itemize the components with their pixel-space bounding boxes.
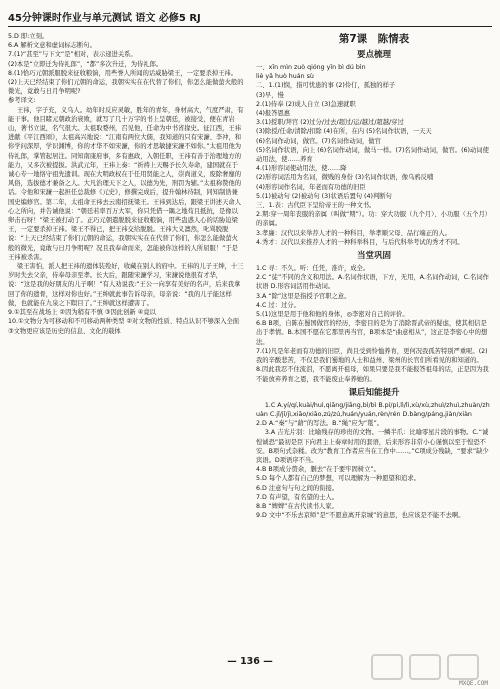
key-points-item: 二、1.(1)悯，指可忧患的事 (2)伶仃，孤独的样子 xyxy=(256,82,396,90)
after-class-item: 7.D 有声望，有名望的士人。 xyxy=(256,493,339,501)
after-class-item: 2.D A.“秦”与“藉”的写法。B.“绳”应为“鼍”。 xyxy=(256,420,384,428)
left-column xyxy=(8,32,246,645)
page-header xyxy=(8,6,492,27)
key-points-item: 4.秀才：汉代以来推荐人才的一种科举科目，与后代科举考试的秀才不同。 xyxy=(256,238,464,246)
after-class-item: 4.B B项成分赘余，删去“在于要牢固树立”。 xyxy=(256,466,380,474)
after-class-item: 3.A 吉光片羽：比喻残存的珍贵的文物。一鳞半爪：比喻零星片段的事物。C.“诚惶诚恐”最初是臣下向君主上奏章时用的套语，后来形容非常小心谨慎以至于惶恐不安。B项句式杂糅。改为“教育工作者应当在工作中……。”C项成分残缺，“要求”缺少宾语。D项语序不当。 xyxy=(256,429,489,464)
left-column-item: 6.A 解析文意和虚词标志断句。 xyxy=(8,42,96,50)
after-class-item: 6.D 注意句与句之间的衔接。 xyxy=(256,484,339,492)
left-column-item: 5.D 即:立刻。 xyxy=(8,33,49,40)
key-points-item: 一、xīn mìn zuò qióng yīn bì dú bìn xyxy=(256,64,366,71)
header-title: 45分钟课时作业与单元测试 语文 必修5 RJ xyxy=(8,12,201,24)
class-practice-list xyxy=(256,264,492,384)
class-practice-item: 1.C 寻：不久。听：任凭，准许，成全。 xyxy=(256,265,370,273)
after-class-item: 1.C A.yí/qí,kuài/huì,qiāng/jiāng,bì/bì B.pí/pí,lì/lì,xù/xù,zhuì/zhuì,zhuàn/zhuàn C.jǐ/jǐ/jì,xiāo/xiāo,zú/zú,huán/yuán,rèn/rén D.bàng/páng,jiàn/xiàn xyxy=(256,401,490,418)
class-practice-item: 2.C “徒”不同的含义和用法。A.名词作状语，下方，无用，A.名词作动词，C.名词作状语 D.形容词活用作动词。 xyxy=(256,274,489,291)
left-column-item: 参考译文: xyxy=(8,97,36,105)
key-points-item: (4)报答恩惠 xyxy=(256,110,291,118)
key-points-item: (6)名词作动词，做官。(7)名词作动词，做官 xyxy=(256,137,381,145)
left-column-item: (2)上天已经结束了你们元朝的命运，我朝实实在在代替了你们，你怎么能做萤火般的微光，竟敢与日月争明呢? xyxy=(8,79,244,96)
class-practice-item: 7.(1)凡是年老而有功德的旧臣，尚且受到怜恤养育，更何况我孤苦特别严重呢。(2)我的辛酸悲苦，不仅是我们蜀地的人士和益州、梁州的长官们所看见的和知道的。 xyxy=(256,347,488,365)
page-number: — 136 — xyxy=(227,656,273,667)
after-class-list xyxy=(256,401,492,521)
class-practice-item: 4.C 过：过分。 xyxy=(256,301,300,309)
left-column-item: 9.①其至在战场上 ②因为稍有不慎 ③因此创新 ④竟以 xyxy=(8,309,156,317)
left-column-item: 10.①文物分为可移动和不可移动两种类型 ②对文物的性质、特点认识不够深入全面 ③文物更应该是历史的信息、文化的载体 xyxy=(8,318,240,335)
after-class-item: 5.D 每个人都有自己的梦想，可以理解为一种愿望和追求。 xyxy=(256,475,420,483)
key-points-item: 3.孝廉：汉代以来举荐人才的一种科目，举孝顺父母、品行端正的人。 xyxy=(256,229,451,237)
watermark-text: MXQE.COM xyxy=(459,680,488,687)
key-points-item: 5.(1)被动句 (2)被动句 (3)状语后置句 (4)判断句 xyxy=(256,192,392,200)
key-points-item: 三、1.表：古代臣下呈给帝王的一种文书。 xyxy=(256,202,376,210)
left-column-item: 王祎，字子充，义乌人。幼年时反应灵敏，胜年的青年，身材高大，气度严肃，有能干事。他目睹元朝政治衰败，就写了几十万字的书上呈朝廷，被接受，便在青岩山，著书立说，名气很大。太祖取婺州，召见他，任命为中书省掾史。征江西，王祎进献《平江西颂》，太祖高兴地说：“江南有两位大儒，我知道的只有宋濂、李冲，和你学问深厚，学识渊博，你的才华不如宋濂，你的才思敏捷宋濂不如你。”太祖用他为侍礼郎，掌管起居注。同知南康府事，多有惠政，入朝任职，王祎有善于治理地方的能力，又多次被提拔。洪武元年，王祎上奏：“祈祷上天赐予长久寿命，建国就在于诚心专一地恪守祖先遗训。现在大明政权在于任用贤能之人，崇尚道义，废除奢靡的风俗，选拔德才兼备之人。大凡治理天下之人，以德为先，刑罚为辅。”太祖称赞他的话。令他和宋濂一起担任总裁修《元史》，修撰完成后，提升翰林待制，同知制诰兼国史编修官。第二年，太祖命王祎去云南招抚梁王。王祎到达后，跟梁王讲述天命人心之所向，并告诫他说：“朝廷若率百万大军，你只凭借一隅之地苟且抵抗，是像以卵击石呀！”梁王被打动了。正巧元朝遣脱脱来征收粮饷，用些蛊惑人心的话胁迫梁王，一定要杀掉王祎。梁王不得已，把王祎交给脱脱。王祎大义凛然，叱骂脱脱说：“上天已经结束了你们元朝的命运，我朝实实在在代替了你们，你怎么能做萤火般的微光，竟敢与日月争明呢？况且我奉命而来，怎能被你这样的人所屈服！”于是王祎被杀害。 xyxy=(8,106,244,261)
key-points-item: (4)形容词作名词，年老而有功德的旧臣 xyxy=(256,183,366,191)
key-points-item: liè yǎ huò huán sù xyxy=(256,73,314,81)
lesson-title: 第7课 陈情表 xyxy=(338,33,410,45)
left-column-item: 梁王害怕，派人把王祎的遗体装殓好，收藏在别人的府中。王祎的儿子王绅，十三岁时失去父亲，侍奉母亲至孝。长大后，跟随宋濂学习，宋濂说他很有才华，说：“这是我的好朋友的儿子啊！”有人劝说我:“王公一向享有美好的名声，后来我拿回了你的遗骨，这样对你也好。”王绅就此事告诉母亲，母亲说：“我的儿子能这样做，也就能在九泉之下瞑目了。”王绅就这样遭害了。 xyxy=(8,263,244,307)
section-heading-class-practice: 当堂巩固 xyxy=(356,251,391,262)
after-class-item: 8.B “婢婢”在古代读书人家。 xyxy=(256,502,338,510)
key-points-item: 3.(1)授职/拜官 (2)过分/过去/超过/运/越过/超越/穿过 xyxy=(256,119,404,127)
section-heading-key-points: 要点梳理 xyxy=(356,50,391,60)
key-points-item: (3)除授/任命/清除/扣除 (4)在所，在内 (5)名词作状语，一天天 xyxy=(256,128,432,136)
page-content xyxy=(8,32,492,645)
class-practice-item: 3.A “除”这里是指授予官职之意。 xyxy=(256,292,351,300)
key-points-item: 2.期:穿一周年丧服的亲属（叫做“期”）。功：穿大功服（九个月）、小功服（五个月）的亲属。 xyxy=(256,211,492,228)
right-column xyxy=(254,32,492,645)
key-points-list xyxy=(256,63,492,247)
key-points-item: (3)早，慢 xyxy=(256,91,284,99)
key-points-item: (5)名词作状语，向上 (6)名词作动词，做马一样。(7)名词作动词，做官。(6)动词使动用法，使……养育 xyxy=(256,146,489,164)
left-column-item: 8.(1)恰巧元朝派服脱来征收粮饷，用些誉人所闻的话威胁梁王，一定要杀掉王祎。 xyxy=(8,69,238,77)
after-class-item: 9.D 文中“不乐去京师”是“不愿意离开京城”的意思，也应该是不能不去啊。 xyxy=(256,512,465,520)
key-points-item: 2.(1)侍奉 (2)成人自立 (3)急速就职 xyxy=(256,100,356,108)
key-points-item: 4.(1)形容词使动用法，使……降 xyxy=(256,165,347,173)
section-heading-after-class: 课后知能提升 xyxy=(348,387,400,398)
left-column-item: (2)本是“立即迁为侍礼郎”，“都”多次升迁，为侍礼郎。 xyxy=(8,60,163,68)
key-points-item: (2)形容词活用为名词，微贱的身份 (3)名词作状语，像乌鸦反哺 xyxy=(256,174,434,182)
class-practice-item: 5.(1)这里是用于他和他的身体，◎李密对自己的评价。 xyxy=(256,311,409,319)
left-column-item: 7.(1)“甚至”与下文“是”相对，表示递进关系。 xyxy=(8,51,137,59)
class-practice-item: 8.因此我忍不住流泪，不愿离开祖母，如果只要是我不能报答祖母的话，正是因为我不能放弃养育之恩，我不能废止奉养她的。 xyxy=(256,366,489,383)
class-practice-item: 6.B B项，自陈在蜀国做官的经历，李密目的是为了消除晋武帝的疑虑，使其相信是出于孝情。B.本国不愿在它那里再当官，B项本是“曲意相从”，这正是李密心中的想法。 xyxy=(256,320,488,346)
